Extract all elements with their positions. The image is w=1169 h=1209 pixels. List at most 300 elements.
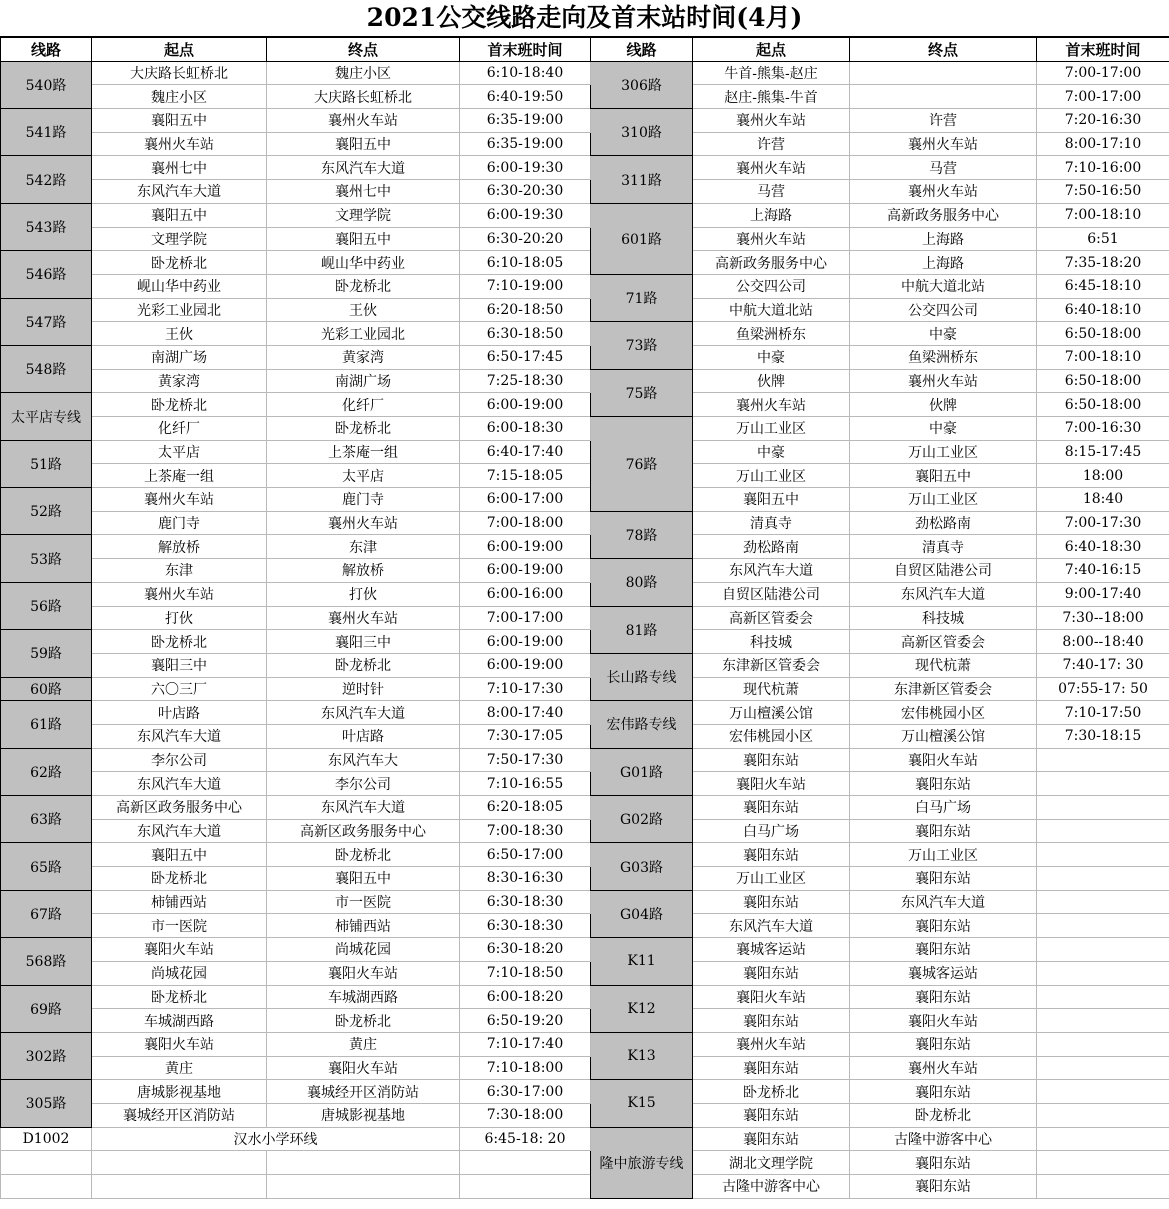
time-cell	[1037, 772, 1169, 796]
start-cell: 襄州火车站	[92, 488, 267, 512]
table-row	[1, 914, 1169, 938]
time-cell: 6:00-16:00	[460, 582, 591, 606]
table-row	[1, 724, 1169, 748]
route-cell: K13	[591, 1032, 693, 1079]
end-cell: 宏伟桃园小区	[850, 701, 1037, 725]
end-cell: 襄阳火车站	[267, 961, 460, 985]
start-cell: 东风汽车大道	[92, 819, 267, 843]
route-cell: 78路	[591, 511, 693, 558]
time-cell: 18:40	[1037, 488, 1169, 512]
table-row	[1, 1103, 1169, 1127]
start-cell: 襄州火车站	[693, 227, 850, 251]
table-row	[1, 796, 1169, 820]
time-cell: 7:30--18:00	[1037, 606, 1169, 630]
end-cell: 高新区管委会	[850, 630, 1037, 654]
start-cell: 打伙	[92, 606, 267, 630]
route-cell: 52路	[1, 488, 92, 535]
route-cell: 长山路专线	[591, 653, 693, 700]
end-cell: 卧龙桥北	[267, 1009, 460, 1033]
time-cell: 6:45-18: 20	[460, 1127, 591, 1151]
time-cell: 6:00-19:00	[460, 559, 591, 583]
start-cell: 东风汽车大道	[92, 772, 267, 796]
end-cell: 襄阳东站	[850, 772, 1037, 796]
time-cell: 6:50-18:00	[1037, 369, 1169, 393]
time-cell: 7:00-18:00	[460, 511, 591, 535]
time-cell: 7:00-17:30	[1037, 511, 1169, 535]
route-cell: 隆中旅游专线	[591, 1127, 693, 1198]
time-cell: 7:10-18:50	[460, 961, 591, 985]
time-cell: 7:50-16:50	[1037, 180, 1169, 204]
start-cell: 车城湖西路	[92, 1009, 267, 1033]
table-row	[1, 867, 1169, 891]
end-cell: 高新政务服务中心	[850, 203, 1037, 227]
start-cell: 卧龙桥北	[92, 393, 267, 417]
time-cell: 6:00-19:30	[460, 156, 591, 180]
route-cell: 568路	[1, 938, 92, 985]
start-cell: 襄阳火车站	[693, 772, 850, 796]
time-cell: 6:35-19:00	[460, 132, 591, 156]
table-row	[1, 582, 1169, 606]
end-cell: 市一医院	[267, 890, 460, 914]
time-cell: 7:00-18:30	[460, 819, 591, 843]
start-cell: 科技城	[693, 630, 850, 654]
end-cell: 黄庄	[267, 1032, 460, 1056]
end-cell: 文理学院	[267, 203, 460, 227]
time-cell: 6:35-19:00	[460, 109, 591, 133]
start-cell: 赵庄-熊集-牛首	[693, 85, 850, 109]
end-cell: 卧龙桥北	[267, 653, 460, 677]
end-cell: 卧龙桥北	[267, 274, 460, 298]
empty-cell	[92, 1175, 267, 1199]
table-row	[1, 1151, 1169, 1175]
start-cell: 襄阳东站	[693, 1103, 850, 1127]
end-cell: 襄州火车站	[850, 132, 1037, 156]
start-cell: 襄州火车站	[693, 393, 850, 417]
start-cell: 南湖广场	[92, 345, 267, 369]
end-cell: 襄阳五中	[850, 464, 1037, 488]
time-cell	[1037, 961, 1169, 985]
start-cell: 襄阳五中	[92, 203, 267, 227]
time-cell: 7:30-17:05	[460, 724, 591, 748]
time-cell: 7:35-18:20	[1037, 251, 1169, 275]
schedule-table	[0, 37, 1169, 1199]
header-end-right: 终点	[850, 38, 1037, 62]
route-cell: 601路	[591, 203, 693, 274]
route-cell: 71路	[591, 274, 693, 321]
end-cell: 卧龙桥北	[850, 1103, 1037, 1127]
table-row	[1, 227, 1169, 251]
end-cell: 襄阳三中	[267, 630, 460, 654]
end-cell: 襄阳五中	[267, 132, 460, 156]
start-cell: 襄阳五中	[92, 843, 267, 867]
header-time-right: 首末班时间	[1037, 38, 1169, 62]
table-row	[1, 61, 1169, 85]
page-title: 2021公交线路走向及首末站时间(4月)	[0, 0, 1169, 37]
empty-cell	[460, 1175, 591, 1199]
route-cell: 541路	[1, 109, 92, 156]
route-cell: G01路	[591, 748, 693, 795]
end-cell: 尚城花园	[267, 938, 460, 962]
table-row	[1, 298, 1169, 322]
start-cell: 叶店路	[92, 701, 267, 725]
table-row	[1, 535, 1169, 559]
start-cell: 大庆路长虹桥北	[92, 61, 267, 85]
end-cell: 马营	[850, 156, 1037, 180]
time-cell: 6:30-18:30	[460, 914, 591, 938]
end-cell: 襄阳东站	[850, 819, 1037, 843]
end-cell: 襄州火车站	[267, 606, 460, 630]
start-cell: 襄州七中	[92, 156, 267, 180]
header-route-left: 线路	[1, 38, 92, 62]
route-cell: 73路	[591, 322, 693, 369]
end-cell: 大庆路长虹桥北	[267, 85, 460, 109]
end-cell: 魏庄小区	[267, 61, 460, 85]
start-cell: 襄阳东站	[693, 843, 850, 867]
route-cell: K15	[591, 1080, 693, 1127]
end-cell	[850, 85, 1037, 109]
end-cell: 伙牌	[850, 393, 1037, 417]
time-cell: 6:51	[1037, 227, 1169, 251]
end-cell: 襄州火车站	[850, 369, 1037, 393]
end-cell: 襄阳东站	[850, 914, 1037, 938]
start-cell: 上海路	[693, 203, 850, 227]
start-cell: 襄州火车站	[693, 109, 850, 133]
time-cell: 6:45-18:10	[1037, 274, 1169, 298]
time-cell: 8:00-17:40	[460, 701, 591, 725]
time-cell: 7:25-18:30	[460, 369, 591, 393]
table-row	[1, 345, 1169, 369]
route-cell: 546路	[1, 251, 92, 298]
table-row	[1, 961, 1169, 985]
time-cell	[1037, 1009, 1169, 1033]
table-row	[1, 843, 1169, 867]
end-cell: 万山工业区	[850, 843, 1037, 867]
start-cell: 万山工业区	[693, 417, 850, 441]
end-cell: 襄阳东站	[850, 1175, 1037, 1199]
start-cell: 许营	[693, 132, 850, 156]
end-cell: 化纤厂	[267, 393, 460, 417]
time-cell	[1037, 796, 1169, 820]
route-cell: 548路	[1, 345, 92, 392]
end-cell: 车城湖西路	[267, 985, 460, 1009]
route-cell: D1002	[1, 1127, 92, 1151]
table-row	[1, 1127, 1169, 1151]
start-cell: 襄阳火车站	[92, 938, 267, 962]
start-cell: 劲松路南	[693, 535, 850, 559]
time-cell: 6:40-19:50	[460, 85, 591, 109]
time-cell: 6:20-18:05	[460, 796, 591, 820]
start-cell: 中航大道北站	[693, 298, 850, 322]
table-row	[1, 156, 1169, 180]
table-row	[1, 251, 1169, 275]
time-cell	[1037, 1056, 1169, 1080]
start-cell: 王伙	[92, 322, 267, 346]
start-cell: 东风汽车大道	[693, 914, 850, 938]
time-cell: 07:55-17: 50	[1037, 677, 1169, 701]
table-row	[1, 511, 1169, 535]
route-cell: 306路	[591, 61, 693, 108]
start-cell: 中豪	[693, 345, 850, 369]
start-cell: 襄阳东站	[693, 748, 850, 772]
start-cell: 魏庄小区	[92, 85, 267, 109]
start-cell: 高新区政务服务中心	[92, 796, 267, 820]
time-cell: 8:00--18:40	[1037, 630, 1169, 654]
header-start-left: 起点	[92, 38, 267, 62]
time-cell	[1037, 819, 1169, 843]
end-cell: 鹿门寺	[267, 488, 460, 512]
end-cell: 襄城客运站	[850, 961, 1037, 985]
table-row	[1, 417, 1169, 441]
end-cell: 万山工业区	[850, 488, 1037, 512]
time-cell: 6:30-20:20	[460, 227, 591, 251]
start-cell: 六〇三厂	[92, 677, 267, 701]
route-cell: 542路	[1, 156, 92, 203]
time-cell: 6:00-19:00	[460, 630, 591, 654]
end-cell: 王伙	[267, 298, 460, 322]
end-cell: 万山工业区	[850, 440, 1037, 464]
end-cell: 解放桥	[267, 559, 460, 583]
time-cell: 6:40-18:30	[1037, 535, 1169, 559]
route-cell: 65路	[1, 843, 92, 890]
end-cell: 科技城	[850, 606, 1037, 630]
table-row	[1, 890, 1169, 914]
time-cell: 6:40-18:10	[1037, 298, 1169, 322]
time-cell: 6:30-17:00	[460, 1080, 591, 1104]
time-cell: 18:00	[1037, 464, 1169, 488]
start-cell: 东风汽车大道	[693, 559, 850, 583]
end-cell: 白马广场	[850, 796, 1037, 820]
table-row	[1, 606, 1169, 630]
time-cell	[1037, 890, 1169, 914]
table-row	[1, 180, 1169, 204]
route-cell: 67路	[1, 890, 92, 937]
start-cell: 襄城客运站	[693, 938, 850, 962]
end-cell: 南湖广场	[267, 369, 460, 393]
end-cell: 襄州火车站	[267, 511, 460, 535]
table-row	[1, 464, 1169, 488]
start-cell: 宏伟桃园小区	[693, 724, 850, 748]
route-desc: 汉水小学环线	[92, 1127, 460, 1151]
table-row	[1, 630, 1169, 654]
time-cell: 7:00-17:00	[1037, 85, 1169, 109]
time-cell: 6:00-19:30	[460, 203, 591, 227]
end-cell: 唐城影视基地	[267, 1103, 460, 1127]
table-row	[1, 440, 1169, 464]
end-cell: 卧龙桥北	[267, 417, 460, 441]
route-cell: 540路	[1, 61, 92, 108]
time-cell: 9:00-17:40	[1037, 582, 1169, 606]
end-cell: 中豪	[850, 322, 1037, 346]
table-row	[1, 488, 1169, 512]
start-cell: 市一医院	[92, 914, 267, 938]
start-cell: 解放桥	[92, 535, 267, 559]
end-cell: 叶店路	[267, 724, 460, 748]
end-cell: 东风汽车大道	[850, 582, 1037, 606]
time-cell	[1037, 1175, 1169, 1199]
route-cell: 547路	[1, 298, 92, 345]
end-cell: 襄阳五中	[267, 227, 460, 251]
end-cell: 上茶庵一组	[267, 440, 460, 464]
time-cell: 6:30-18:50	[460, 322, 591, 346]
end-cell: 襄阳火车站	[850, 1009, 1037, 1033]
time-cell: 6:30-18:30	[460, 890, 591, 914]
end-cell: 高新区政务服务中心	[267, 819, 460, 843]
end-cell: 东津	[267, 535, 460, 559]
time-cell: 7:50-17:30	[460, 748, 591, 772]
table-row	[1, 772, 1169, 796]
start-cell: 高新政务服务中心	[693, 251, 850, 275]
empty-cell	[267, 1175, 460, 1199]
end-cell: 岘山华中药业	[267, 251, 460, 275]
end-cell: 东风汽车大	[267, 748, 460, 772]
start-cell: 尚城花园	[92, 961, 267, 985]
start-cell: 襄阳东站	[693, 1009, 850, 1033]
route-cell: K12	[591, 985, 693, 1032]
route-cell: 69路	[1, 985, 92, 1032]
start-cell: 唐城影视基地	[92, 1080, 267, 1104]
start-cell: 清真寺	[693, 511, 850, 535]
start-cell: 东风汽车大道	[92, 180, 267, 204]
start-cell: 卧龙桥北	[92, 867, 267, 891]
end-cell: 黄家湾	[267, 345, 460, 369]
time-cell: 7:30-18:00	[460, 1103, 591, 1127]
table-row	[1, 1056, 1169, 1080]
start-cell: 襄阳东站	[693, 961, 850, 985]
table-row	[1, 132, 1169, 156]
start-cell: 襄阳东站	[693, 1127, 850, 1151]
end-cell: 襄阳东站	[850, 985, 1037, 1009]
route-cell: G04路	[591, 890, 693, 937]
start-cell: 襄州火车站	[92, 582, 267, 606]
start-cell: 襄阳东站	[693, 1056, 850, 1080]
start-cell: 卧龙桥北	[92, 251, 267, 275]
end-cell: 公交四公司	[850, 298, 1037, 322]
table-row	[1, 393, 1169, 417]
start-cell: 太平店	[92, 440, 267, 464]
time-cell: 6:30-20:30	[460, 180, 591, 204]
end-cell: 许营	[850, 109, 1037, 133]
end-cell: 襄阳东站	[850, 867, 1037, 891]
end-cell: 柿铺西站	[267, 914, 460, 938]
table-row	[1, 677, 1169, 701]
start-cell: 卧龙桥北	[693, 1080, 850, 1104]
start-cell: 黄庄	[92, 1056, 267, 1080]
end-cell: 东风汽车大道	[267, 701, 460, 725]
route-cell: 81路	[591, 606, 693, 653]
start-cell: 黄家湾	[92, 369, 267, 393]
start-cell: 东风汽车大道	[92, 724, 267, 748]
time-cell: 8:30-16:30	[460, 867, 591, 891]
end-cell: 东风汽车大道	[267, 156, 460, 180]
table-row	[1, 701, 1169, 725]
time-cell: 6:20-18:50	[460, 298, 591, 322]
start-cell: 公交四公司	[693, 274, 850, 298]
end-cell: 襄阳东站	[850, 938, 1037, 962]
start-cell: 襄阳五中	[693, 488, 850, 512]
table-row	[1, 653, 1169, 677]
start-cell: 襄阳东站	[693, 796, 850, 820]
table-row	[1, 559, 1169, 583]
time-cell	[1037, 1080, 1169, 1104]
time-cell	[1037, 1151, 1169, 1175]
time-cell: 7:10-17:40	[460, 1032, 591, 1056]
header-end-left: 终点	[267, 38, 460, 62]
end-cell: 中豪	[850, 417, 1037, 441]
start-cell: 万山檀溪公馆	[693, 701, 850, 725]
time-cell: 7:20-16:30	[1037, 109, 1169, 133]
end-cell: 襄州火车站	[267, 109, 460, 133]
header-start-right: 起点	[693, 38, 850, 62]
end-cell: 古隆中游客中心	[850, 1127, 1037, 1151]
time-cell: 7:00-18:10	[1037, 345, 1169, 369]
route-cell: 302路	[1, 1032, 92, 1079]
end-cell: 中航大道北站	[850, 274, 1037, 298]
time-cell: 7:10-19:00	[460, 274, 591, 298]
time-cell: 7:30-18:15	[1037, 724, 1169, 748]
start-cell: 伙牌	[693, 369, 850, 393]
time-cell: 7:10-18:00	[460, 1056, 591, 1080]
time-cell: 6:10-18:40	[460, 61, 591, 85]
time-cell: 6:50-17:45	[460, 345, 591, 369]
table-row	[1, 1032, 1169, 1056]
route-cell: 76路	[591, 417, 693, 512]
time-cell: 7:00-17:00	[1037, 61, 1169, 85]
time-cell: 6:00-19:00	[460, 535, 591, 559]
time-cell: 7:10-17:50	[1037, 701, 1169, 725]
table-row	[1, 322, 1169, 346]
time-cell: 7:00-16:30	[1037, 417, 1169, 441]
start-cell: 文理学院	[92, 227, 267, 251]
start-cell: 襄阳五中	[92, 109, 267, 133]
end-cell: 清真寺	[850, 535, 1037, 559]
time-cell: 7:10-16:55	[460, 772, 591, 796]
end-cell: 光彩工业园北	[267, 322, 460, 346]
time-cell: 6:00-19:00	[460, 653, 591, 677]
end-cell: 襄阳东站	[850, 1151, 1037, 1175]
end-cell: 东风汽车大道	[267, 796, 460, 820]
end-cell: 打伙	[267, 582, 460, 606]
time-cell	[1037, 1103, 1169, 1127]
time-cell: 6:50-18:00	[1037, 393, 1169, 417]
route-cell: 宏伟路专线	[591, 701, 693, 748]
start-cell: 鱼梁洲桥东	[693, 322, 850, 346]
end-cell: 李尔公司	[267, 772, 460, 796]
route-cell: 75路	[591, 369, 693, 416]
start-cell: 高新区管委会	[693, 606, 850, 630]
start-cell: 卧龙桥北	[92, 630, 267, 654]
table-row	[1, 1175, 1169, 1199]
start-cell: 中豪	[693, 440, 850, 464]
time-cell: 7:40-17: 30	[1037, 653, 1169, 677]
start-cell: 白马广场	[693, 819, 850, 843]
start-cell: 现代杭萧	[693, 677, 850, 701]
time-cell: 7:10-16:00	[1037, 156, 1169, 180]
start-cell: 襄阳东站	[693, 890, 850, 914]
end-cell: 劲松路南	[850, 511, 1037, 535]
start-cell: 鹿门寺	[92, 511, 267, 535]
table-row	[1, 938, 1169, 962]
time-cell: 6:00-18:20	[460, 985, 591, 1009]
end-cell: 现代杭萧	[850, 653, 1037, 677]
start-cell: 襄州火车站	[693, 1032, 850, 1056]
end-cell: 自贸区陆港公司	[850, 559, 1037, 583]
route-cell: 59路	[1, 630, 92, 677]
time-cell: 6:40-17:40	[460, 440, 591, 464]
route-cell: 62路	[1, 748, 92, 795]
start-cell: 古隆中游客中心	[693, 1175, 850, 1199]
route-cell: 56路	[1, 582, 92, 629]
route-cell: 310路	[591, 109, 693, 156]
